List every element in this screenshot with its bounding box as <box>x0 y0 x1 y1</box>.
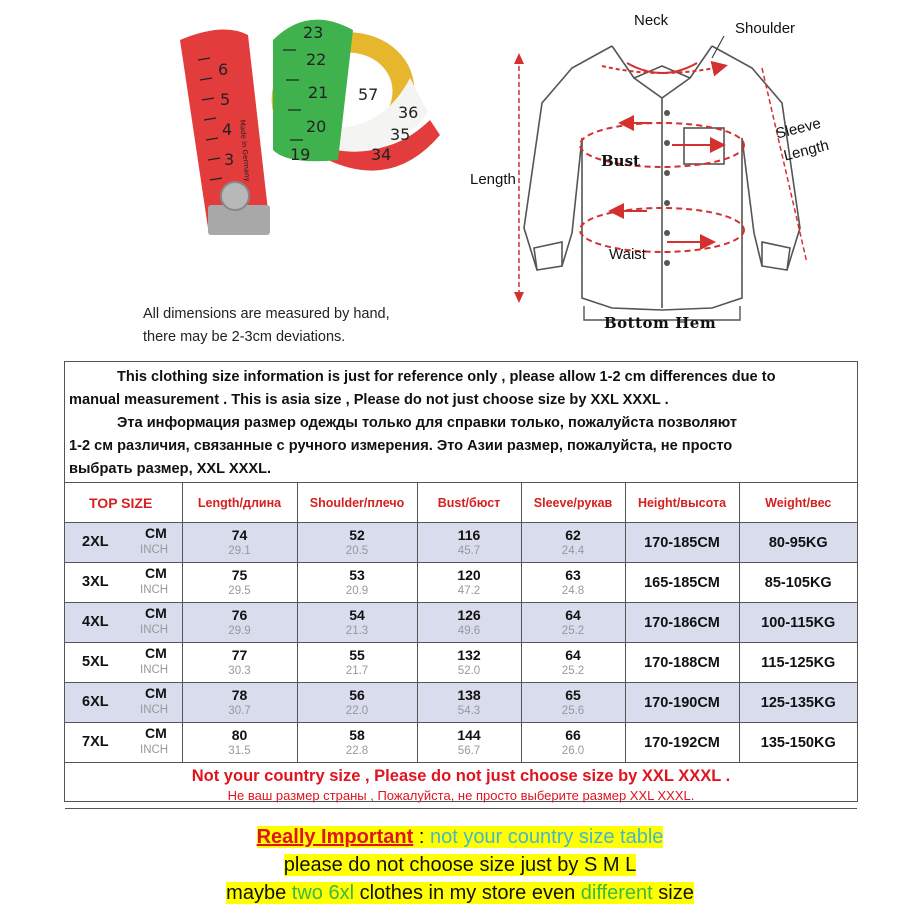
shoulder-inch: 22.0 <box>345 705 369 717</box>
tape-number: 57 <box>358 85 379 104</box>
bust-inch: 47.2 <box>457 585 481 597</box>
sleeve-inch: 25.2 <box>561 665 585 677</box>
important-colon: : <box>413 826 430 848</box>
header-height: Height/высота <box>625 483 739 523</box>
length-inch: 29.1 <box>228 545 251 557</box>
bust-cm: 138 <box>457 687 481 703</box>
sleeve-cell <box>521 723 625 763</box>
table-row <box>65 563 857 603</box>
length-cm: 80 <box>231 727 248 743</box>
tape-number: 19 <box>290 145 311 164</box>
sleeve-inch: 25.2 <box>561 625 585 637</box>
tape-measure-image <box>178 0 443 245</box>
intro-ru-line-1: Эта информация размер одежды только для справки только, пожалуйста позволяют <box>117 415 737 431</box>
table-row <box>65 603 857 643</box>
intro-ru-line-2: 1-2 см различия, связанные с ручного измерения. Это Азии размер, пожалуйста, не просто <box>69 438 733 454</box>
tape-label: Made in Germany <box>238 119 252 183</box>
sleeve-cm: 66 <box>565 727 581 743</box>
tape-number: 5 <box>220 90 231 109</box>
table-footer-row <box>65 763 857 809</box>
shoulder-inch: 21.7 <box>345 665 369 677</box>
bust-inch: 56.7 <box>457 745 481 757</box>
bust-cell <box>417 683 521 723</box>
header-bust: Bust/бюст <box>417 483 521 523</box>
unit-cm: CM <box>145 565 167 581</box>
sleeve-cm: 62 <box>565 527 581 543</box>
size-name: 3XL <box>82 574 109 590</box>
important-line-1-text: not your country size table <box>429 826 664 848</box>
sleeve-cell <box>521 563 625 603</box>
shoulder-cell <box>297 523 417 563</box>
header-top-size: TOP SIZE <box>65 483 182 523</box>
shoulder-cm: 53 <box>349 567 365 583</box>
height-cell: 170-190CM <box>625 683 739 723</box>
note-line-1: All dimensions are measured by hand, <box>143 306 390 322</box>
bust-inch: 52.0 <box>457 665 481 677</box>
bust-cell <box>417 723 521 763</box>
line-3-part-e: size <box>652 882 694 904</box>
tape-number: 3 <box>224 150 235 169</box>
bust-cm: 126 <box>457 607 481 623</box>
shoulder-cm: 58 <box>349 727 365 743</box>
tape-number: 21 <box>308 83 329 102</box>
label-length: Length <box>470 171 516 188</box>
size-name: 7XL <box>82 734 109 750</box>
size-cell <box>65 563 182 603</box>
intro-ru-line-3: выбрать размер, XXL XXXL. <box>69 461 272 477</box>
bust-cell <box>417 523 521 563</box>
table-intro <box>65 362 857 483</box>
sleeve-cm: 64 <box>565 607 581 623</box>
length-cm: 77 <box>231 647 248 663</box>
size-name: 5XL <box>82 654 109 670</box>
bust-cell <box>417 563 521 603</box>
weight-cell: 100-115KG <box>739 603 857 643</box>
weight-cell: 85-105KG <box>739 563 857 603</box>
sleeve-inch: 24.4 <box>561 545 585 557</box>
tape-number: 20 <box>306 117 327 136</box>
weight-cell: 80-95KG <box>739 523 857 563</box>
table-row <box>65 723 857 763</box>
bust-cell <box>417 603 521 643</box>
sleeve-inch: 25.6 <box>561 705 585 717</box>
size-cell <box>65 643 182 683</box>
important-label: Really Important <box>256 826 414 848</box>
bust-inch: 49.6 <box>457 625 481 637</box>
header-weight: Weight/вес <box>739 483 857 523</box>
size-name: 2XL <box>82 534 109 550</box>
shoulder-cm: 54 <box>349 607 365 623</box>
shoulder-cell <box>297 723 417 763</box>
unit-inch: INCH <box>140 544 169 556</box>
shoulder-inch: 21.3 <box>345 625 369 637</box>
unit-inch: INCH <box>140 664 169 676</box>
sleeve-inch: 24.8 <box>561 585 585 597</box>
bust-cm: 120 <box>457 567 481 583</box>
sleeve-cm: 65 <box>565 687 581 703</box>
height-cell: 170-192CM <box>625 723 739 763</box>
table-header-row <box>65 483 857 523</box>
size-cell <box>65 603 182 643</box>
length-cell <box>182 683 297 723</box>
label-bottom-hem: Bottom Hem <box>604 314 717 332</box>
unit-inch: INCH <box>140 744 169 756</box>
shoulder-cell <box>297 603 417 643</box>
tape-number: 22 <box>306 50 327 69</box>
important-line-1 <box>0 823 920 851</box>
height-cell: 170-186CM <box>625 603 739 643</box>
weight-cell: 115-125KG <box>739 643 857 683</box>
unit-inch: INCH <box>140 624 169 636</box>
table-row <box>65 643 857 683</box>
shoulder-inch: 22.8 <box>345 745 369 757</box>
label-neck: Neck <box>634 12 669 29</box>
height-cell: 170-185CM <box>625 523 739 563</box>
shoulder-inch: 20.9 <box>345 585 369 597</box>
weight-cell: 125-135KG <box>739 683 857 723</box>
bust-cm: 116 <box>457 527 481 543</box>
shoulder-cm: 56 <box>349 687 365 703</box>
unit-cm: CM <box>145 685 167 701</box>
length-cell <box>182 523 297 563</box>
length-cm: 76 <box>231 607 248 623</box>
line-3-part-c: clothes in my store even <box>354 882 581 904</box>
size-name: 6XL <box>82 694 109 710</box>
length-cm: 74 <box>231 527 248 543</box>
length-inch: 29.9 <box>228 625 251 637</box>
label-sleeve-length: Length <box>782 136 831 165</box>
shirt-diagram <box>462 8 902 338</box>
bust-inch: 54.3 <box>457 705 481 717</box>
header-length: Length/длина <box>182 483 297 523</box>
shoulder-cell <box>297 643 417 683</box>
shoulder-cm: 52 <box>349 527 365 543</box>
shirt-outline <box>524 46 800 310</box>
unit-cm: CM <box>145 605 167 621</box>
size-cell <box>65 683 182 723</box>
table-row <box>65 523 857 563</box>
footer-warning-en: Not your country size , Please do not just choose size by XXL XXXL . <box>191 767 731 785</box>
bust-cm: 144 <box>457 727 481 743</box>
unit-cm: CM <box>145 525 167 541</box>
bust-cell <box>417 643 521 683</box>
header-shoulder: Shoulder/плечо <box>297 483 417 523</box>
sleeve-cell <box>521 603 625 643</box>
footer-warning-ru: Не ваш размер страны , Пожалуйста, не просто выберите размер XXL XXXL. <box>227 788 695 803</box>
line-3-part-a: maybe <box>226 882 292 904</box>
size-table <box>65 483 857 809</box>
unit-inch: INCH <box>140 584 169 596</box>
bust-inch: 45.7 <box>457 545 481 557</box>
size-name: 4XL <box>82 614 109 630</box>
important-line-2-text: please do not choose size just by S M L <box>283 854 637 876</box>
measurement-note <box>143 303 390 349</box>
intro-en-line-1: This clothing size information is just for reference only , please allow 1-2 cm differences due to <box>117 369 776 385</box>
length-cm: 75 <box>231 567 248 583</box>
sleeve-cm: 63 <box>565 567 581 583</box>
length-inch: 31.5 <box>228 745 251 757</box>
table-row <box>65 683 857 723</box>
length-cm: 78 <box>231 687 248 703</box>
shoulder-cm: 55 <box>349 647 365 663</box>
shoulder-cell <box>297 563 417 603</box>
shoulder-inch: 20.5 <box>345 545 369 557</box>
sleeve-inch: 26.0 <box>561 745 585 757</box>
height-cell: 165-185CM <box>625 563 739 603</box>
sleeve-cell <box>521 523 625 563</box>
label-sleeve: Sleeve <box>774 114 823 143</box>
sleeve-cm: 64 <box>565 647 581 663</box>
sleeve-cell <box>521 643 625 683</box>
size-chart-table <box>64 361 858 802</box>
length-cell <box>182 723 297 763</box>
length-cell <box>182 563 297 603</box>
header-sleeve: Sleeve/рукав <box>521 483 625 523</box>
unit-cm: CM <box>145 725 167 741</box>
label-waist: Waist <box>609 246 646 263</box>
length-cell <box>182 603 297 643</box>
line-3-part-d: different <box>580 882 653 904</box>
unit-cm: CM <box>145 645 167 661</box>
tape-number: 23 <box>303 23 324 42</box>
length-inch: 30.3 <box>228 665 251 677</box>
important-line-3 <box>0 879 920 907</box>
height-cell: 170-188CM <box>625 643 739 683</box>
length-cell <box>182 643 297 683</box>
label-bust: Bust <box>601 152 640 170</box>
important-note <box>0 823 920 907</box>
length-inch: 29.5 <box>228 585 251 597</box>
table-footer <box>65 763 857 809</box>
line-3-part-b: two 6xl <box>291 882 355 904</box>
size-cell <box>65 523 182 563</box>
tape-number: 34 <box>371 145 392 164</box>
length-inch: 30.7 <box>228 705 251 717</box>
important-line-2 <box>0 851 920 879</box>
sleeve-cell <box>521 683 625 723</box>
bust-cm: 132 <box>457 647 481 663</box>
unit-inch: INCH <box>140 704 169 716</box>
tape-number: 4 <box>222 120 233 139</box>
shoulder-cell <box>297 683 417 723</box>
tape-number: 6 <box>218 60 229 79</box>
tape-number: 35 <box>390 125 411 144</box>
size-cell <box>65 723 182 763</box>
note-line-2: there may be 2-3cm deviations. <box>143 329 346 345</box>
tape-number: 36 <box>398 103 419 122</box>
intro-en-line-2: manual measurement . This is asia size , Please do not just choose size by XXL XXXL . <box>69 392 669 408</box>
label-shoulder: Shoulder <box>735 20 796 37</box>
weight-cell: 135-150KG <box>739 723 857 763</box>
